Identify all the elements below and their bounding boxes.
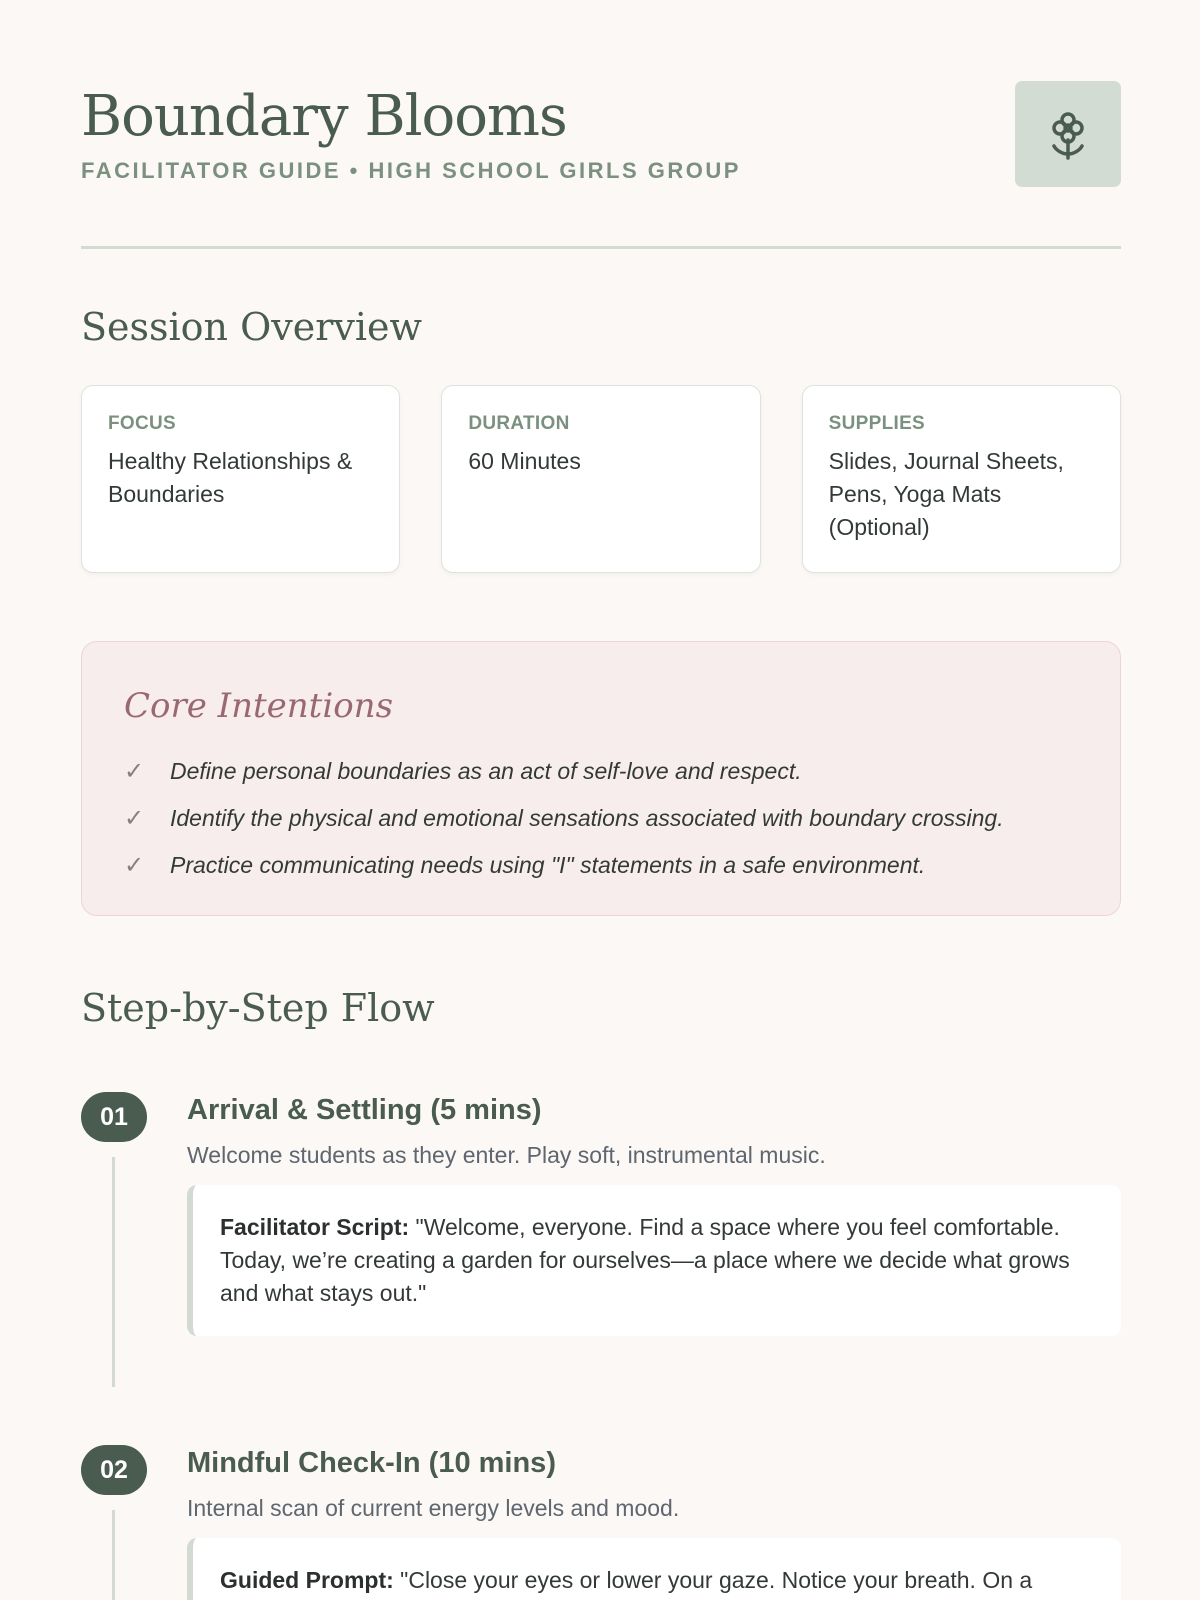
script-text: "Welcome, everyone. Find a space where you feel comfortable. Today, we’re creating a garden for ourselves—a place where we decide what grows and what stays out." xyxy=(220,1214,1070,1306)
section-title-overview: Session Overview xyxy=(81,305,423,349)
step-item-02 xyxy=(81,1445,1121,1600)
intention-text: Define personal boundaries as an act of self-love and respect. xyxy=(170,758,802,784)
step-title: Mindful Check-In (10 mins) xyxy=(187,1447,556,1479)
card-label: DURATION xyxy=(468,413,570,434)
page-header xyxy=(81,84,1121,249)
core-intentions-title: Core Intentions xyxy=(124,686,394,726)
step-item-01 xyxy=(81,1092,1121,1392)
page-title: Boundary Blooms xyxy=(81,84,567,149)
list-item xyxy=(124,795,1078,842)
overview-card-focus xyxy=(81,385,400,573)
timeline-connector xyxy=(112,1157,115,1387)
guided-prompt-box xyxy=(187,1538,1121,1600)
page-subtitle: FACILITATOR GUIDE • HIGH SCHOOL GIRLS GROUP xyxy=(81,158,741,183)
script-label: Facilitator Script: xyxy=(220,1214,410,1240)
checkmark-icon: ✓ xyxy=(124,758,145,785)
step-description: Internal scan of current energy levels and mood. xyxy=(187,1495,680,1521)
step-number-badge: 01 xyxy=(81,1092,147,1142)
intention-text: Practice communicating needs using "I" statements in a safe environment. xyxy=(170,852,926,878)
card-label: SUPPLIES xyxy=(828,413,926,434)
card-value: Healthy Relationships & Boundaries xyxy=(108,448,353,507)
overview-card-duration xyxy=(441,385,760,573)
core-intentions-panel xyxy=(81,641,1121,916)
facilitator-script-box xyxy=(187,1185,1121,1336)
card-label: FOCUS xyxy=(108,413,176,434)
logo-badge xyxy=(1015,81,1121,187)
intention-text: Identify the physical and emotional sensations associated with boundary crossing. xyxy=(170,805,1004,831)
overview-card-supplies xyxy=(802,385,1121,573)
card-value: 60 Minutes xyxy=(468,448,581,474)
list-item xyxy=(124,842,1078,889)
section-title-flow: Step-by-Step Flow xyxy=(81,986,435,1030)
step-number-badge: 02 xyxy=(81,1445,147,1495)
card-value: Slides, Journal Sheets, Pens, Yoga Mats (Optional) xyxy=(828,448,1064,540)
checkmark-icon: ✓ xyxy=(124,852,145,879)
list-item xyxy=(124,748,1078,795)
flower-icon xyxy=(1048,108,1088,160)
checkmark-icon: ✓ xyxy=(124,805,145,832)
step-title: Arrival & Settling (5 mins) xyxy=(187,1094,542,1126)
step-description: Welcome students as they enter. Play soft, instrumental music. xyxy=(187,1142,826,1168)
timeline-connector xyxy=(112,1510,115,1600)
overview-cards xyxy=(81,385,1121,573)
script-label: Guided Prompt: xyxy=(220,1567,394,1593)
intentions-list xyxy=(124,748,1078,889)
script-text: "Close your eyes or lower your gaze. Notice your breath. On a xyxy=(393,1567,1033,1593)
